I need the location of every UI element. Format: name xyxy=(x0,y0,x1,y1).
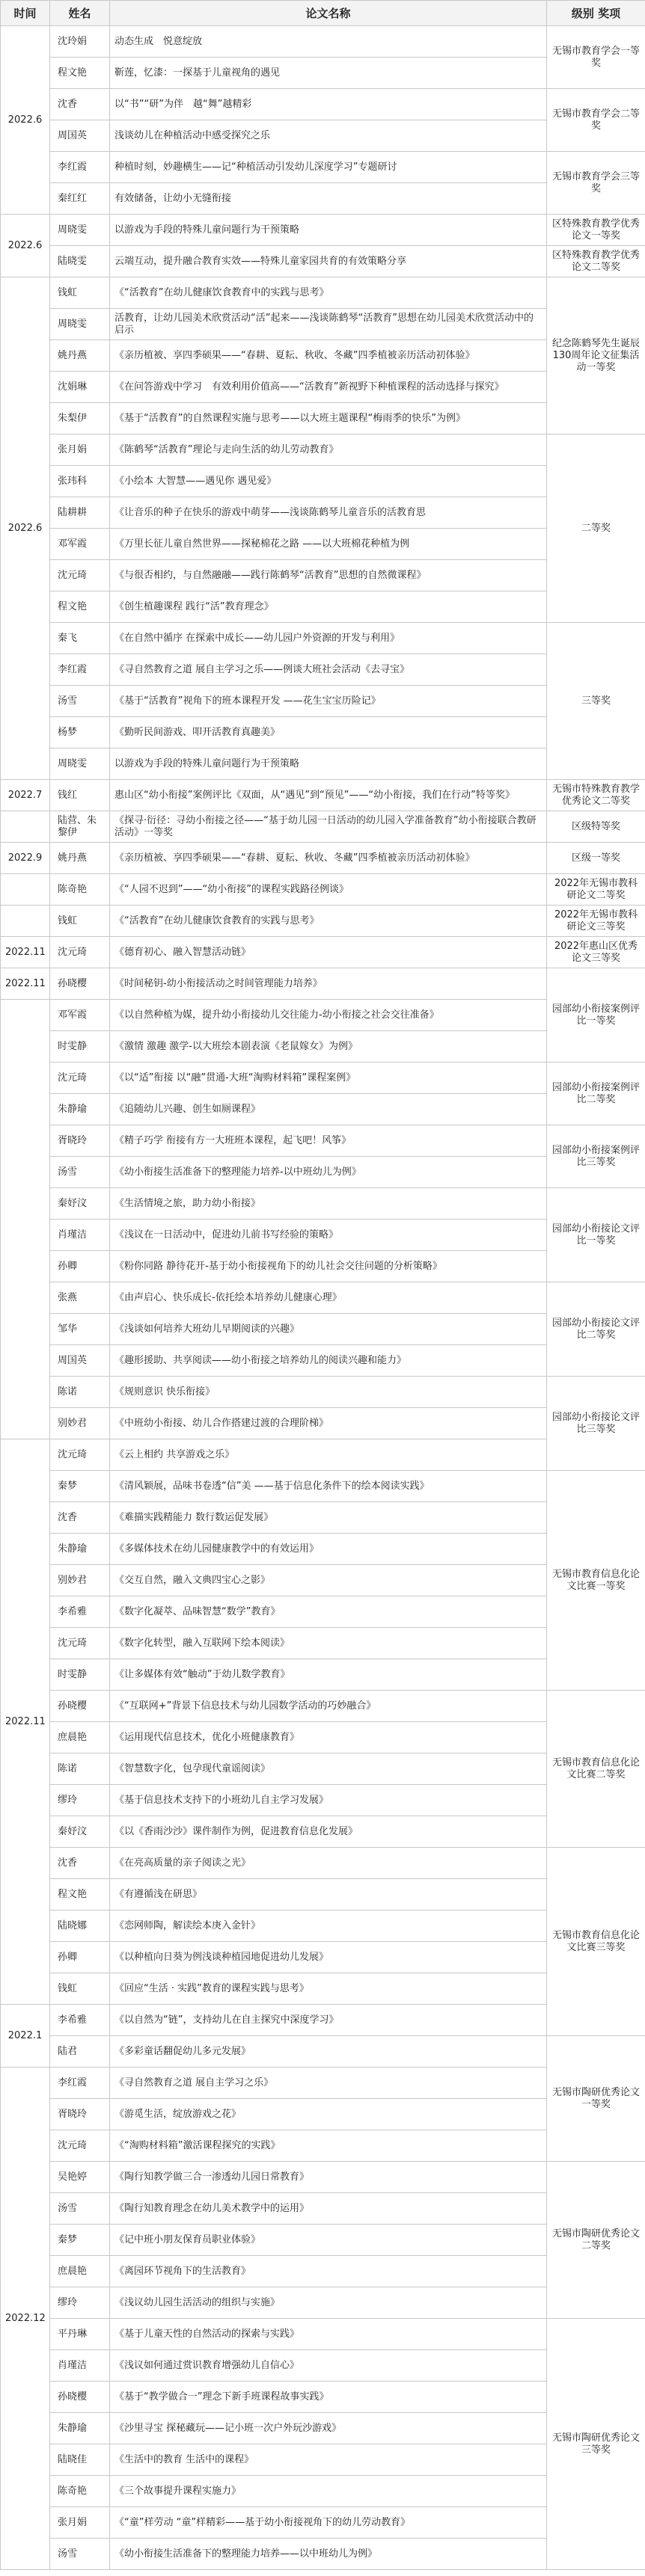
paper-title-cell: 《基于信息技术支持下的小班幼儿自主学习发展》 xyxy=(110,1785,547,1816)
award-cell: 无锡市陶研优秀论文一等奖 xyxy=(547,2036,645,2162)
paper-title-cell: 有效储备，让幼小无缝衔接 xyxy=(110,183,547,215)
paper-title-cell: 《寻自然教育之道 展自主学习之乐》 xyxy=(110,2068,547,2099)
paper-title-cell: 《在问答游戏中学习 有效利用价值高——“活教育”新视野下种植课程的活动选择与探究》 xyxy=(110,372,547,403)
paper-title-cell: 《小绘本 大智慧——遇见你 遇见爱》 xyxy=(110,466,547,497)
paper-title-cell: 《沙里寻宝 探秘藏玩——记小班一次户外玩沙游戏》 xyxy=(110,2413,547,2444)
author-name-cell: 庶晨艳 xyxy=(50,2256,110,2287)
time-cell: 2022.12 xyxy=(1,2068,50,2570)
award-cell: 无锡市陶研优秀论文三等奖 xyxy=(547,2319,645,2570)
table-row xyxy=(1,1691,645,1722)
table-row xyxy=(1,843,645,874)
author-name-cell: 邓军霞 xyxy=(50,529,110,560)
table-row xyxy=(1,906,645,937)
paper-title-cell: 《智慧数字化，包孕现代童谣阅读》 xyxy=(110,1753,547,1785)
author-name-cell: 秦梦 xyxy=(50,1471,110,1502)
paper-title-cell: 《陶行知教育理念在幼儿美术教学中的运用》 xyxy=(110,2193,547,2225)
paper-title-cell: 《亲历植被、享四季硕果——“春耕、夏耘、秋收、冬藏”四季植被亲历活动初体验》 xyxy=(110,843,547,874)
time-cell xyxy=(1,1000,50,1439)
author-name-cell: 陆晓佳 xyxy=(50,2444,110,2476)
paper-title-cell: 《浅议在一日活动中，促进幼儿前书写经验的策略》 xyxy=(110,1220,547,1251)
paper-title-cell: 《回应“生活 · 实践”教育的课程实践与思考》 xyxy=(110,1973,547,2005)
paper-title-cell: 以游戏为手段的特殊儿童问题行为干预策略 xyxy=(110,215,547,246)
author-name-cell: 时雯静 xyxy=(50,1031,110,1063)
paper-title-cell: 《德育初心、融入智慧活动链》 xyxy=(110,937,547,968)
table-row xyxy=(1,2319,645,2350)
author-name-cell: 别妙君 xyxy=(50,1565,110,1596)
author-name-cell: 程文艳 xyxy=(50,58,110,89)
award-cell: 无锡市教育信息化论文比赛三等奖 xyxy=(547,1848,645,2036)
author-name-cell: 周晓雯 xyxy=(50,215,110,246)
paper-title-cell: 《“活教育”在幼儿健康饮食教育中的实践与思考》 xyxy=(110,277,547,309)
author-name-cell: 李希雅 xyxy=(50,1596,110,1628)
author-name-cell: 陈奇艳 xyxy=(50,874,110,906)
award-cell: 园部幼小衔接论文评比二等奖 xyxy=(547,1282,645,1377)
author-name-cell: 杨梦 xyxy=(50,717,110,748)
author-name-cell: 邓军霞 xyxy=(50,1000,110,1031)
paper-title-cell: 《基于“教学做合一”理念下新手班课程故事实践》 xyxy=(110,2382,547,2413)
header-name: 姓名 xyxy=(50,1,110,26)
paper-title-cell: 《与很否相约，与自然融融——践行陈鹤琴“活教育”思想的自然微课程》 xyxy=(110,560,547,591)
table-row xyxy=(1,1188,645,1220)
author-name-cell: 胥晓玲 xyxy=(50,1125,110,1157)
table-header-row xyxy=(1,1,645,26)
paper-title-cell: 种植时刻，妙趣横生——记“种植活动引发幼儿深度学习”专题研讨 xyxy=(110,152,547,183)
paper-title-cell: 《三个故事提升课程实施力》 xyxy=(110,2476,547,2507)
paper-title-cell: 《精子巧学 衔接有方一大班班本课程，起飞吧！风筝》 xyxy=(110,1125,547,1157)
author-name-cell: 别妙君 xyxy=(50,1408,110,1439)
paper-title-cell: 《生活中的教育 生活中的课程》 xyxy=(110,2444,547,2476)
table-row xyxy=(1,277,645,309)
author-name-cell: 朱静瑜 xyxy=(50,1534,110,1565)
author-name-cell: 李红霞 xyxy=(50,2068,110,2099)
author-name-cell: 张月娟 xyxy=(50,434,110,466)
paper-title-cell: 《多媒体技术在幼儿园健康教学中的有效运用》 xyxy=(110,1534,547,1565)
table-row xyxy=(1,2036,645,2068)
author-name-cell: 秦梦 xyxy=(50,2225,110,2256)
author-name-cell: 吴艳婷 xyxy=(50,2162,110,2193)
author-name-cell: 钱虹 xyxy=(50,277,110,309)
award-cell: 2022年无锡市教科研论文三等奖 xyxy=(547,906,645,937)
paper-title-cell: 《时间秘钥-幼小衔接活动之时间管理能力培养》 xyxy=(110,968,547,1000)
award-cell: 园部幼小衔接案例评比三等奖 xyxy=(547,1125,645,1188)
author-name-cell: 沈元琦 xyxy=(50,1439,110,1471)
author-name-cell: 秦飞 xyxy=(50,623,110,654)
paper-title-cell: 《恋网师陶，解读绘本庚入金针》 xyxy=(110,1911,547,1942)
author-name-cell: 秦妤汶 xyxy=(50,1816,110,1848)
paper-title-cell: 《浅议幼儿园生活活动的组织与实施》 xyxy=(110,2287,547,2319)
author-name-cell: 胥晓玲 xyxy=(50,2099,110,2130)
paper-title-cell: 《难描实践精能力 数行数运促发展》 xyxy=(110,1502,547,1534)
paper-title-cell: 《幼小衔接生活准备下的整理能力培养——以中班幼儿为例》 xyxy=(110,2539,547,2570)
author-name-cell: 孙晓樱 xyxy=(50,1691,110,1722)
time-cell: 2022.11 xyxy=(1,968,50,1000)
award-cell: 无锡市教育学会一等奖 xyxy=(547,26,645,89)
paper-title-cell: 《以种植向日葵为例浅谈种植园地促进幼儿发展》 xyxy=(110,1942,547,1973)
paper-title-cell: 云端互动，提升融合教育实效——特殊儿童家园共育的有效策略分享 xyxy=(110,246,547,277)
author-name-cell: 庶晨艳 xyxy=(50,1722,110,1753)
paper-title-cell: 《在自然中循序 在探索中成长——幼儿园户外资源的开发与利用》 xyxy=(110,623,547,654)
paper-title-cell: 《让音乐的种子在快乐的游戏中萌芽——浅谈陈鹤琴儿童音乐的活教育思 xyxy=(110,497,547,529)
author-name-cell: 程文艳 xyxy=(50,591,110,623)
author-name-cell: 姚丹燕 xyxy=(50,843,110,874)
table-row xyxy=(1,1125,645,1157)
author-name-cell: 秦红红 xyxy=(50,183,110,215)
paper-title-cell: 《“互联网+”背景下信息技术与幼儿园数学活动的巧妙融合》 xyxy=(110,1691,547,1722)
author-name-cell: 姚丹燕 xyxy=(50,340,110,372)
paper-title-cell: 《生活情境之旅，助力幼小衔接》 xyxy=(110,1188,547,1220)
paper-title-cell: 浅谈幼儿在种植活动中感受探究之乐 xyxy=(110,120,547,152)
award-cell: 2022年无锡市教科研论文二等奖 xyxy=(547,874,645,906)
award-cell: 区特殊教育教学优秀论文一等奖 xyxy=(547,215,645,246)
paper-title-cell: 惠山区“幼小衔接”案例评比《双面，从“遇见”到“预见”——“幼小衔接，我们在行动”特等奖》 xyxy=(110,780,547,811)
time-cell: 2022.6 xyxy=(1,26,50,215)
paper-title-cell: 《以《香雨沙沙》课件制作为例，促进教育信息化发展》 xyxy=(110,1816,547,1848)
paper-title-cell: 《交互自然，融入文典四宝心之影》 xyxy=(110,1565,547,1596)
table-row xyxy=(1,26,645,58)
table-row xyxy=(1,434,645,466)
author-name-cell: 沈香 xyxy=(50,89,110,120)
table-row xyxy=(1,1471,645,1502)
time-cell: 2022.1 xyxy=(1,2005,50,2068)
award-cell: 无锡市教育学会三等奖 xyxy=(547,152,645,215)
header-title: 论文名称 xyxy=(110,1,547,26)
author-name-cell: 孙晓樱 xyxy=(50,2382,110,2413)
author-name-cell: 陈诺 xyxy=(50,1753,110,1785)
paper-title-cell: 《“童”样劳动 “童”样精彩——基于幼小衔接视角下的幼儿劳动教育》 xyxy=(110,2507,547,2539)
paper-title-cell: 活教育，让幼儿园美术欣赏活动“活”起来——浅谈陈鹤琴“活教育”思想在幼儿园美术欣赏活动中的启示 xyxy=(110,309,547,340)
paper-title-cell: 《追随幼儿兴趣、创生如厕课程》 xyxy=(110,1094,547,1125)
table-row xyxy=(1,874,645,906)
paper-title-cell: 动态生成 悦意绽放 xyxy=(110,26,547,58)
author-name-cell: 钱虹 xyxy=(50,1973,110,2005)
paper-title-cell: 《陈鹤琴“活教育”理论与走向生活的幼儿劳动教育》 xyxy=(110,434,547,466)
paper-title-cell: 《“淘购材料箱”激活课程探究的实践》 xyxy=(110,2130,547,2162)
author-name-cell: 肖瑾洁 xyxy=(50,2350,110,2382)
paper-title-cell: 《离园环节视角下的生活教育》 xyxy=(110,2256,547,2287)
paper-title-cell: 《探寻·衍径：寻幼小衔接之径——“基于幼儿园一日活动的幼儿园入学准备教育”幼小衔接联合教研活动》一等奖 xyxy=(110,811,547,843)
award-cell: 区级一等奖 xyxy=(547,843,645,874)
author-name-cell: 陈奇艳 xyxy=(50,2476,110,2507)
paper-title-cell: 《有遵循浅在研思》 xyxy=(110,1879,547,1911)
paper-title-cell: 以“书”“研”为伴 越“舞”越精彩 xyxy=(110,89,547,120)
author-name-cell: 周晓雯 xyxy=(50,309,110,340)
table-row xyxy=(1,968,645,1000)
author-name-cell: 陈诺 xyxy=(50,1377,110,1408)
table-row xyxy=(1,623,645,654)
author-name-cell: 钱虹 xyxy=(50,906,110,937)
time-cell: 2022.11 xyxy=(1,1439,50,2005)
paper-title-cell: 《粉你同路 静待花开-基于幼小衔接视角下的幼儿社会交往问题的分析策略》 xyxy=(110,1251,547,1282)
table-row xyxy=(1,215,645,246)
award-cell: 区特殊教育教学优秀论文二等奖 xyxy=(547,246,645,277)
author-name-cell: 张玮科 xyxy=(50,466,110,497)
paper-title-cell: 《浅谈如何培养大班幼儿早期阅读的兴趣》 xyxy=(110,1314,547,1345)
paper-title-cell: 《“人园不迟到”——“幼小衔接”的课程实践路径例谈》 xyxy=(110,874,547,906)
author-name-cell: 沈香 xyxy=(50,1848,110,1879)
paper-title-cell: 《记中班小朋友保育员职业体验》 xyxy=(110,2225,547,2256)
paper-title-cell: 《亲历植被、享四季硕果——“春耕、夏耘、秋收、冬藏”四季植被亲历活动初体验》 xyxy=(110,340,547,372)
author-name-cell: 朱梨伊 xyxy=(50,403,110,434)
author-name-cell: 周晓雯 xyxy=(50,748,110,780)
paper-title-cell: 以游戏为手段的特殊儿童问题行为干预策略 xyxy=(110,748,547,780)
author-name-cell: 陆营、朱黎伊 xyxy=(50,811,110,843)
table-row xyxy=(1,1377,645,1408)
author-name-cell: 周国英 xyxy=(50,120,110,152)
time-cell: 2022.7 xyxy=(1,780,50,811)
author-name-cell: 朱静瑜 xyxy=(50,2413,110,2444)
paper-title-cell: 《在亮高质量的亲子阅读之光》 xyxy=(110,1848,547,1879)
award-cell: 2022年惠山区优秀论文三等奖 xyxy=(547,937,645,968)
author-name-cell: 缪玲 xyxy=(50,1785,110,1816)
time-cell: 2022.9 xyxy=(1,843,50,874)
author-name-cell: 孙卿 xyxy=(50,1251,110,1282)
paper-title-cell: 《以自然种植为媒，提升幼小衔接幼儿交往能力-幼小衔接之社会交往准备》 xyxy=(110,1000,547,1031)
author-name-cell: 汤雪 xyxy=(50,2539,110,2570)
award-cell: 无锡市特殊教育教学优秀论文二等奖 xyxy=(547,780,645,811)
table-row xyxy=(1,780,645,811)
author-name-cell: 陆君 xyxy=(50,2036,110,2068)
paper-title-cell: 《创生植趣课程 践行“活”教育理念》 xyxy=(110,591,547,623)
award-cell: 三等奖 xyxy=(547,623,645,780)
paper-title-cell: 《云上相约 共享游戏之乐》 xyxy=(110,1439,547,1471)
author-name-cell: 陆耕耕 xyxy=(50,497,110,529)
paper-title-cell: 《勤听民间游戏、叩开活教育真趣美》 xyxy=(110,717,547,748)
award-cell: 无锡市教育信息化论文比赛二等奖 xyxy=(547,1691,645,1848)
time-cell: 2022.6 xyxy=(1,215,50,277)
table-row xyxy=(1,89,645,120)
paper-title-cell: 《浅议如何通过赏识教育增强幼儿自信心》 xyxy=(110,2350,547,2382)
author-name-cell: 沈香 xyxy=(50,1502,110,1534)
time-cell xyxy=(1,874,50,906)
paper-title-cell: 《激情 激趣 激学-以大班绘本剧表演《老鼠嫁女》为例》 xyxy=(110,1031,547,1063)
time-cell: 2022.11 xyxy=(1,937,50,968)
table-body xyxy=(1,26,645,2570)
author-name-cell: 邹华 xyxy=(50,1314,110,1345)
paper-title-cell: 《多彩童话翻促幼儿多元发展》 xyxy=(110,2036,547,2068)
paper-title-cell: 《中班幼小衔接、幼儿合作搭建过渡的合理阶梯》 xyxy=(110,1408,547,1439)
award-cell: 园部幼小衔接案例评比一等奖 xyxy=(547,968,645,1063)
paper-title-cell: 《清风颖展，品味书卷透“信”美 ——基于信息化条件下的绘本阅读实践》 xyxy=(110,1471,547,1502)
paper-title-cell: 《数字化凝萃、品味智慧“数学”教育》 xyxy=(110,1596,547,1628)
paper-title-cell: 《数字化转型，融入互联网下绘本阅读》 xyxy=(110,1628,547,1659)
paper-title-cell: 《游觅生活，绽放游戏之花》 xyxy=(110,2099,547,2130)
author-name-cell: 孙晓樱 xyxy=(50,968,110,1000)
header-time: 时间 xyxy=(1,1,50,26)
table-row xyxy=(1,811,645,843)
author-name-cell: 平丹琳 xyxy=(50,2319,110,2350)
paper-title-cell: 《“活教育”在幼儿健康饮食教育的实践与思考》 xyxy=(110,906,547,937)
author-name-cell: 孙卿 xyxy=(50,1942,110,1973)
paper-title-cell: 《幼小衔接生活准备下的整理能力培养-以中班幼儿为例》 xyxy=(110,1157,547,1188)
award-cell: 区级特等奖 xyxy=(547,811,645,843)
table-row xyxy=(1,246,645,277)
paper-title-cell: 《让多媒体有效“触动”于幼儿数学教育》 xyxy=(110,1659,547,1691)
paper-title-cell: 靳莲，忆漆：一探基于儿童视角的遇见 xyxy=(110,58,547,89)
author-name-cell: 周国英 xyxy=(50,1345,110,1377)
author-name-cell: 缪玲 xyxy=(50,2287,110,2319)
paper-title-cell: 《趣形援助、共享阅读——幼小衔接之培养幼儿的阅读兴趣和能力》 xyxy=(110,1345,547,1377)
author-name-cell: 张月娟 xyxy=(50,2507,110,2539)
author-name-cell: 李红霞 xyxy=(50,152,110,183)
author-name-cell: 汤雪 xyxy=(50,686,110,717)
paper-title-cell: 《由声启心、快乐成长-依托绘本培养幼儿健康心理》 xyxy=(110,1282,547,1314)
paper-title-cell: 《基于“活教育”的自然课程实施与思考——以大班主题课程“梅雨季的快乐”为例》 xyxy=(110,403,547,434)
award-cell: 纪念陈鹤琴先生诞辰130周年论文征集活动一等奖 xyxy=(547,277,645,434)
header-award: 级别 奖项 xyxy=(547,1,645,26)
table-row xyxy=(1,152,645,183)
award-cell: 无锡市陶研优秀论文二等奖 xyxy=(547,2162,645,2319)
author-name-cell: 陆晓雯 xyxy=(50,246,110,277)
award-cell: 无锡市教育信息化论文比赛一等奖 xyxy=(547,1471,645,1691)
table-row xyxy=(1,1063,645,1094)
paper-title-cell: 《万里长征儿童自然世界——探秘棉花之路 ——以大班棉花种植为例 xyxy=(110,529,547,560)
author-name-cell: 沈元琦 xyxy=(50,2130,110,2162)
author-name-cell: 沈元琦 xyxy=(50,937,110,968)
award-cell: 园部幼小衔接论文评比一等奖 xyxy=(547,1188,645,1282)
author-name-cell: 汤雪 xyxy=(50,1157,110,1188)
paper-title-cell: 《规则意识 快乐衔接》 xyxy=(110,1377,547,1408)
award-cell: 无锡市教育学会二等奖 xyxy=(547,89,645,152)
author-name-cell: 钱红 xyxy=(50,780,110,811)
author-name-cell: 沈娟琳 xyxy=(50,372,110,403)
paper-title-cell: 《基于儿童天性的自然活动的探索与实践》 xyxy=(110,2319,547,2350)
paper-title-cell: 《陶行知教学做三合一渗透幼儿园日常教育》 xyxy=(110,2162,547,2193)
author-name-cell: 程文艳 xyxy=(50,1879,110,1911)
author-name-cell: 沈元琦 xyxy=(50,1628,110,1659)
time-cell xyxy=(1,811,50,843)
time-cell: 2022.6 xyxy=(1,277,50,780)
table-row xyxy=(1,1848,645,1879)
author-name-cell: 秦妤汶 xyxy=(50,1188,110,1220)
time-cell xyxy=(1,906,50,937)
award-cell: 园部幼小衔接案例评比二等奖 xyxy=(547,1063,645,1125)
author-name-cell: 李希雅 xyxy=(50,2005,110,2036)
paper-title-cell: 《以自然为“链”，支持幼儿在自主探究中深度学习》 xyxy=(110,2005,547,2036)
award-cell: 园部幼小衔接论文评比三等奖 xyxy=(547,1377,645,1471)
table-row xyxy=(1,937,645,968)
table-row xyxy=(1,2162,645,2193)
author-name-cell: 肖瑾洁 xyxy=(50,1220,110,1251)
author-name-cell: 汤雪 xyxy=(50,2193,110,2225)
award-cell: 二等奖 xyxy=(547,434,645,623)
author-name-cell: 陆晓娜 xyxy=(50,1911,110,1942)
author-name-cell: 时雯静 xyxy=(50,1659,110,1691)
author-name-cell: 朱静瑜 xyxy=(50,1094,110,1125)
author-name-cell: 沈玲娟 xyxy=(50,26,110,58)
author-name-cell: 张燕 xyxy=(50,1282,110,1314)
table-row xyxy=(1,1282,645,1314)
paper-title-cell: 《基于“活教育”视角下的班本课程开发 ——花生宝宝历险记》 xyxy=(110,686,547,717)
paper-title-cell: 《运用现代信息技术，优化小班健康教育》 xyxy=(110,1722,547,1753)
paper-title-cell: 《以“适”衔接 以“融”贯通-大班“淘购材料箱”课程案例》 xyxy=(110,1063,547,1094)
author-name-cell: 李红霞 xyxy=(50,654,110,686)
author-name-cell: 沈元琦 xyxy=(50,560,110,591)
paper-title-cell: 《寻自然教育之道 展自主学习之乐——例谈大班社会活动《去寻宝》 xyxy=(110,654,547,686)
author-name-cell: 沈元琦 xyxy=(50,1063,110,1094)
